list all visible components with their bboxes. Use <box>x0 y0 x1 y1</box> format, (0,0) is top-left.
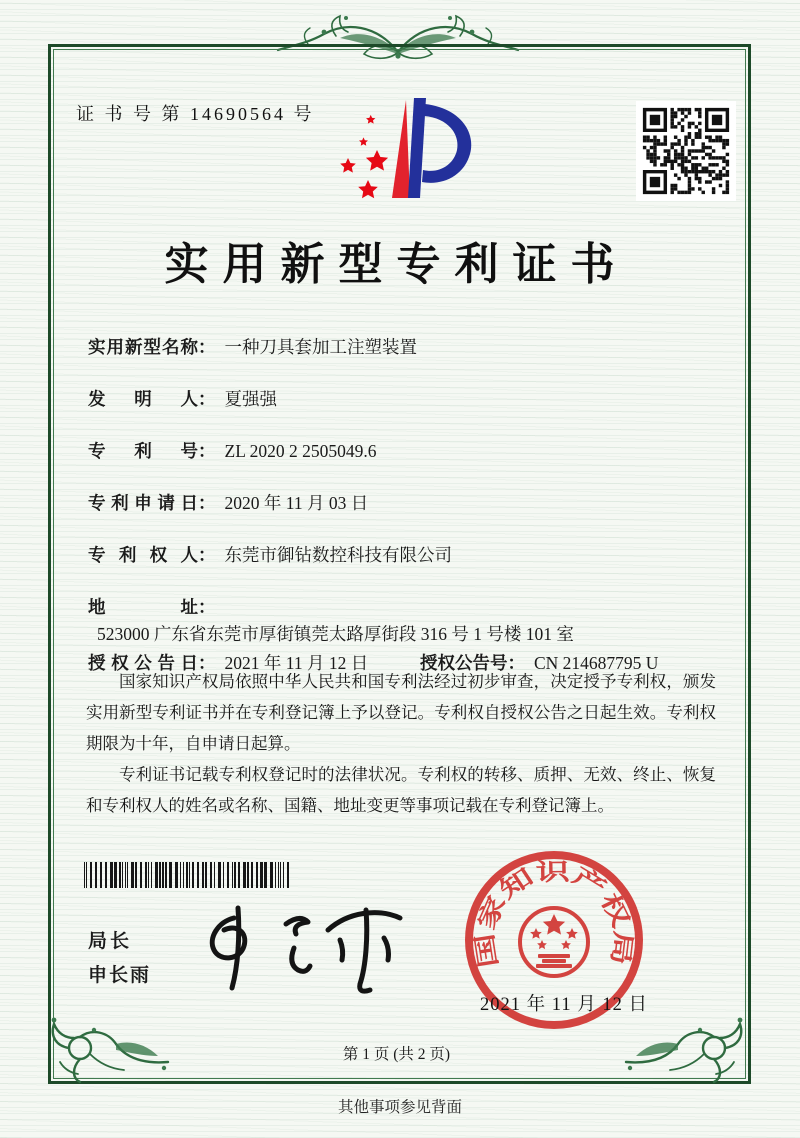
seal-national-emblem <box>520 908 588 976</box>
logo-red-wedge <box>392 100 410 198</box>
legal-paragraph-2: 专利证书记载专利权登记时的法律状况。专利权的转移、质押、无效、终止、恢复和专利权人的姓名或名称、国籍、地址变更等事项记载在专利登记簿上。 <box>86 765 716 815</box>
field-value: CN 214687795 U <box>534 653 659 673</box>
field-row-patentee: 专利权人： 东莞市御钻数控科技有限公司 <box>88 542 720 569</box>
field-label: 专利号 <box>88 441 198 461</box>
qr-code <box>636 101 736 201</box>
field-label: 授权公告号 <box>420 653 508 673</box>
field-label: 发明人 <box>88 389 198 409</box>
field-row-address: 地址：523000 广东省东莞市厚街镇莞太路厚街段 316 号 1 号楼 101 室 <box>88 594 720 648</box>
back-side-note: 其他事项参见背面 <box>337 1099 462 1116</box>
field-row-patent-no: 专利号： ZL 2020 2 2505049.6 <box>88 438 720 465</box>
field-value: 2021 年 11 月 12 日 <box>224 653 369 673</box>
field-label: 地址 <box>88 597 198 617</box>
page-number: 第 1 页 (共 2 页) <box>342 1046 451 1063</box>
field-label: 授权公告日 <box>88 653 198 673</box>
logo-stars <box>340 115 388 198</box>
cnipa-logo-icon <box>330 94 478 206</box>
field-label: 专利权人 <box>88 545 198 565</box>
logo-blue-p <box>408 98 471 198</box>
bottom-right-flourish <box>622 1002 748 1084</box>
field-value: 夏强强 <box>224 389 277 409</box>
field-value: 一种刀具套加工注塑装置 <box>224 337 417 357</box>
field-row-name: 实用新型名称： 一种刀具套加工注塑装置 <box>88 334 720 361</box>
seal-date: 2021 年 11 月 12 日 <box>480 995 648 1015</box>
signature-handwriting <box>188 896 418 1000</box>
field-list <box>88 334 720 702</box>
field-value: 东莞市御钻数控科技有限公司 <box>224 545 452 565</box>
signer-title: 局长 <box>88 931 133 952</box>
field-row-filing-date: 专利申请日： 2020 年 11 月 03 日 <box>88 490 720 517</box>
signer-name: 申长雨 <box>88 965 152 986</box>
field-label: 专利申请日 <box>88 493 198 513</box>
field-value: 523000 广东省东莞市厚街镇莞太路厚街段 316 号 1 号楼 101 室 <box>97 624 574 644</box>
certificate-number: 证 书 号 第 14690564 号 <box>76 104 315 124</box>
bottom-left-flourish <box>46 1002 172 1084</box>
barcode <box>84 862 292 889</box>
field-row-grant-date: 授权公告日： 2021 年 11 月 12 日 授权公告号： CN 214687795 U <box>88 650 720 677</box>
certificate-title: 实用新型专利证书 <box>164 240 629 289</box>
field-grant-number: 授权公告号： CN 214687795 U <box>420 653 659 673</box>
legal-text <box>86 666 716 821</box>
field-value: 2020 年 11 月 03 日 <box>224 493 369 513</box>
field-label: 实用新型名称 <box>88 337 198 357</box>
field-row-inventor: 发明人： 夏强强 <box>88 386 720 413</box>
seal-ring-text: 国家知识产权局 <box>471 857 638 970</box>
field-value: ZL 2020 2 2505049.6 <box>224 441 377 461</box>
legal-paragraph-1: 国家知识产权局依照中华人民共和国专利法经过初步审查，决定授予专利权，颁发实用新型专利证书并在专利登记簿上予以登记。专利权自授权公告之日起生效。专利权期限为十年，自申请日起算。 <box>86 672 716 753</box>
